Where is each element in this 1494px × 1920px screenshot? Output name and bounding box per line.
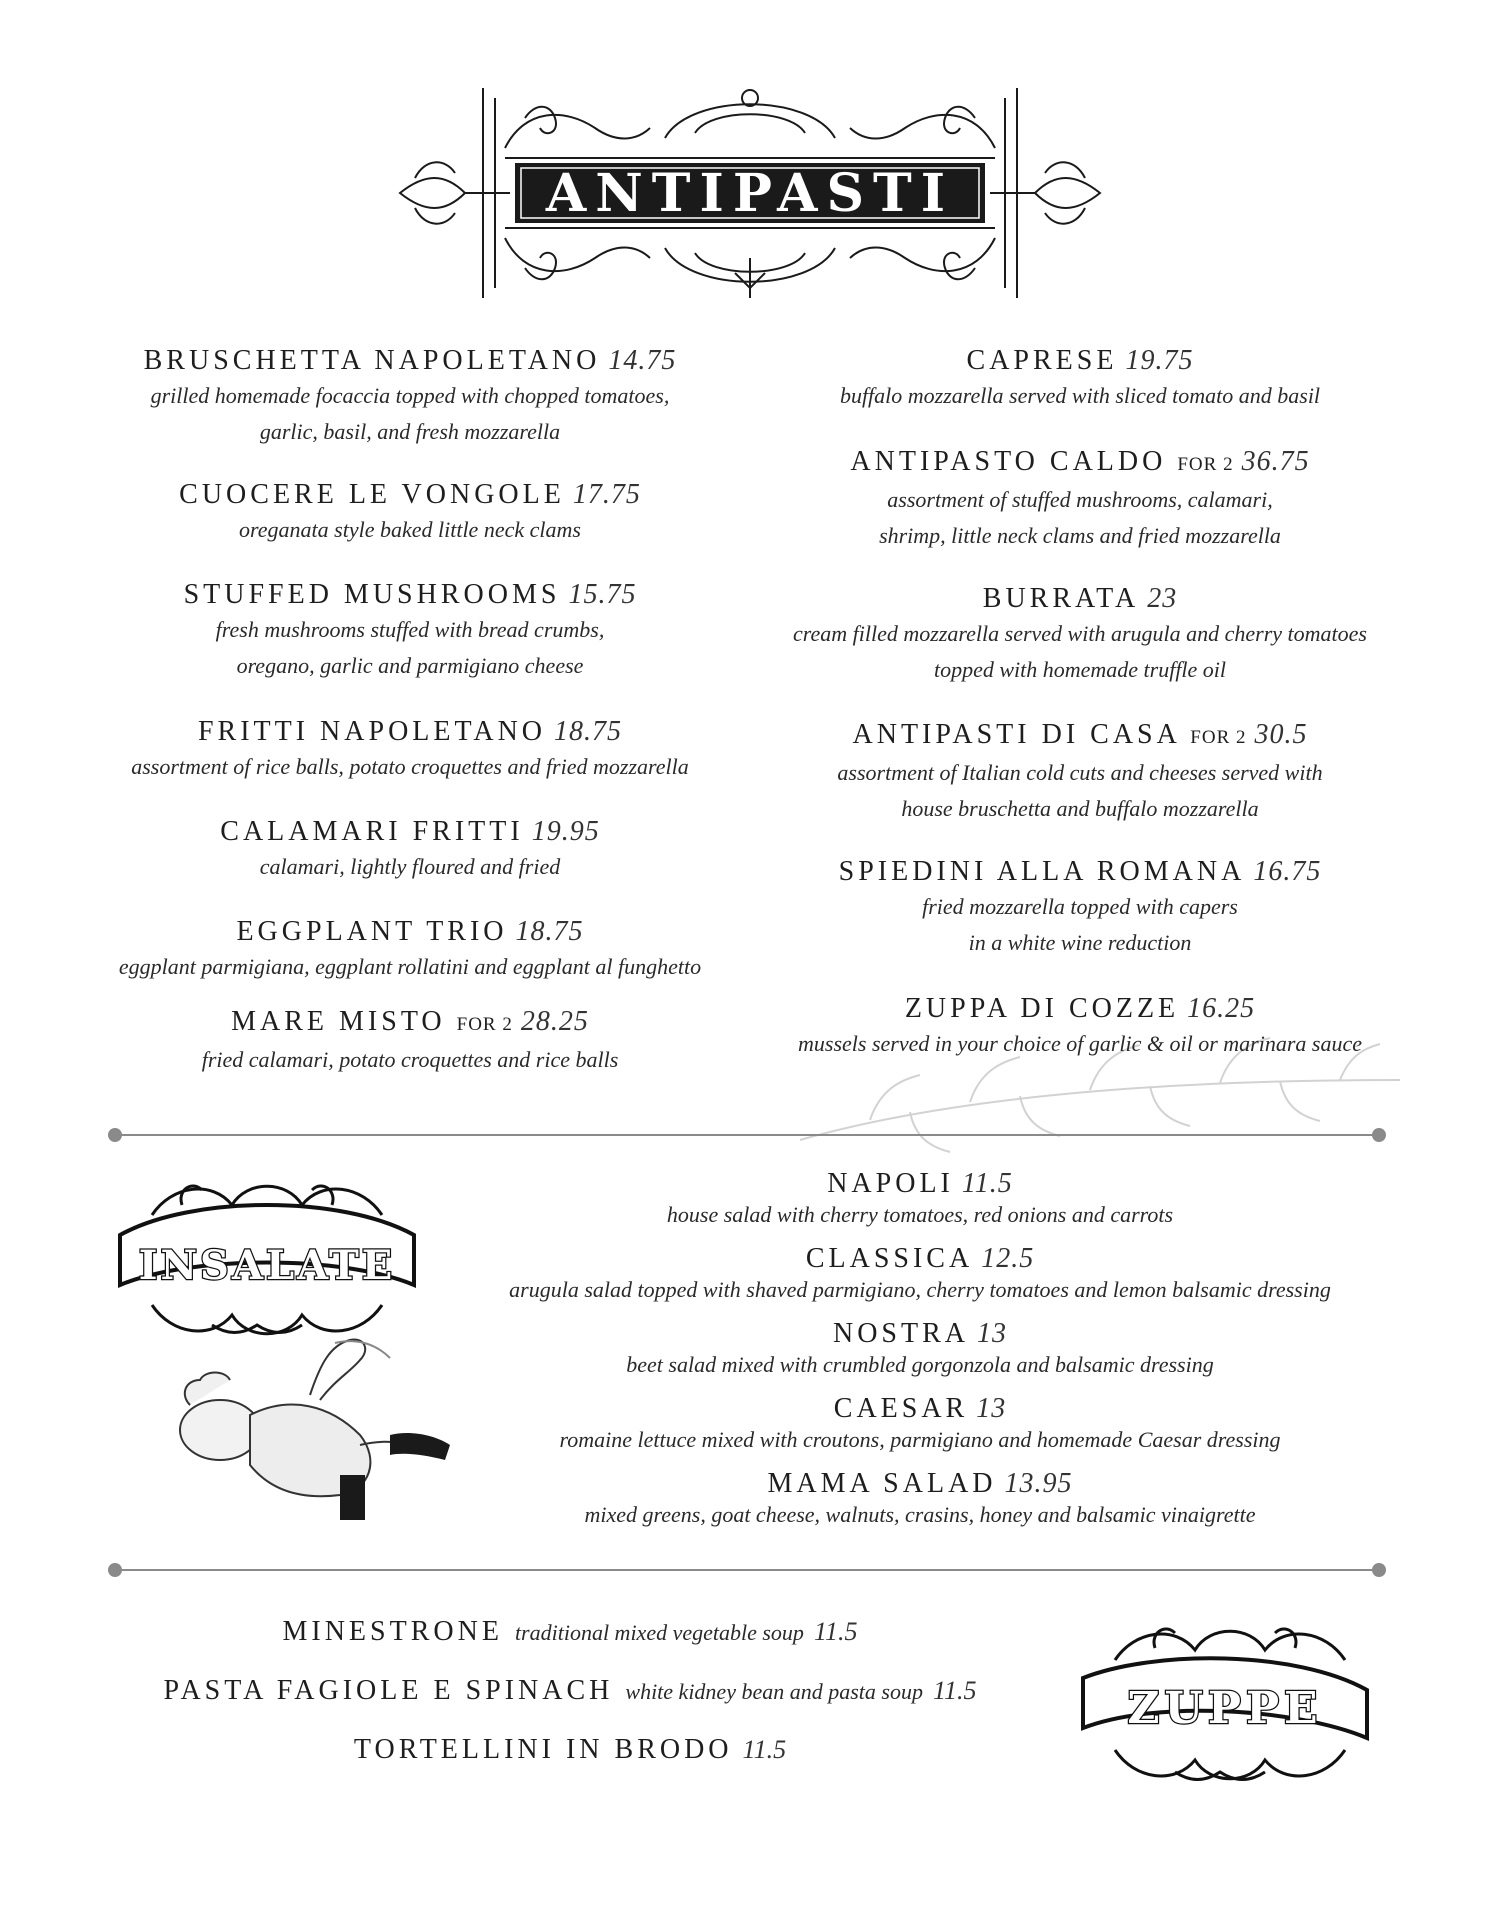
divider-dot bbox=[1372, 1563, 1386, 1577]
item-name: MINESTRONE bbox=[282, 1616, 503, 1647]
item-price: 36.75 bbox=[1241, 446, 1310, 477]
menu-item bbox=[110, 344, 710, 450]
antipasti-title: ANTIPASTI bbox=[545, 163, 955, 224]
for-two-label: FOR 2 bbox=[1190, 727, 1247, 748]
item-price: 23 bbox=[1147, 583, 1178, 614]
menu-item bbox=[760, 855, 1400, 961]
item-desc: house bruschetta and buffalo mozzarella bbox=[901, 796, 1259, 821]
item-desc: calamari, lightly floured and fried bbox=[259, 854, 561, 879]
item-name: MARE MISTO bbox=[231, 1006, 446, 1037]
insalate-emblem bbox=[112, 1175, 422, 1345]
item-desc: assortment of rice balls, potato croquettes and fried mozzarella bbox=[131, 754, 689, 779]
item-price: 12.5 bbox=[981, 1243, 1035, 1274]
salad-item bbox=[440, 1168, 1400, 1230]
item-price: 11.5 bbox=[742, 1735, 787, 1764]
item-name: CAPRESE bbox=[966, 345, 1118, 376]
item-name: EGGPLANT TRIO bbox=[236, 916, 508, 947]
menu-item bbox=[110, 715, 710, 785]
soup-item bbox=[110, 1734, 1030, 1766]
zuppe-title: ZUPPE bbox=[1127, 1683, 1323, 1734]
antipasti-banner bbox=[395, 78, 1105, 308]
menu-item bbox=[760, 992, 1400, 1062]
item-desc: white kidney bean and pasta soup bbox=[625, 1679, 923, 1704]
item-name: BRUSCHETTA NAPOLETANO bbox=[143, 345, 601, 376]
item-price: 19.75 bbox=[1125, 345, 1194, 376]
item-desc: mussels served in your choice of garlic & oil or marinara sauce bbox=[798, 1031, 1362, 1056]
item-desc: buffalo mozzarella served with sliced tomato and basil bbox=[839, 383, 1321, 408]
item-desc: assortment of stuffed mushrooms, calamari, bbox=[887, 487, 1273, 512]
section-divider bbox=[115, 1569, 1379, 1571]
item-desc: assortment of Italian cold cuts and cheeses served with bbox=[837, 760, 1323, 785]
menu-item bbox=[110, 815, 710, 885]
item-name: CAESAR bbox=[833, 1393, 969, 1424]
insalate-title: INSALATE bbox=[138, 1242, 396, 1289]
for-two-label: FOR 2 bbox=[1177, 454, 1234, 475]
item-desc: fried calamari, potato croquettes and rice balls bbox=[201, 1047, 619, 1072]
item-name: CUOCERE LE VONGOLE bbox=[179, 479, 565, 510]
item-price: 13.95 bbox=[1004, 1468, 1073, 1499]
salad-item bbox=[440, 1468, 1400, 1530]
item-desc: traditional mixed vegetable soup bbox=[514, 1620, 804, 1645]
ornamental-frame bbox=[395, 78, 1105, 308]
item-name: ANTIPASTI DI CASA bbox=[852, 719, 1180, 750]
menu-item bbox=[760, 445, 1400, 554]
item-desc: mixed greens, goat cheese, walnuts, crasins, honey and balsamic vinaigrette bbox=[584, 1502, 1256, 1527]
item-desc: romaine lettuce mixed with croutons, parmigiano and homemade Caesar dressing bbox=[559, 1427, 1281, 1452]
item-price: 28.25 bbox=[520, 1006, 589, 1037]
item-price: 16.75 bbox=[1253, 856, 1322, 887]
item-desc: beet salad mixed with crumbled gorgonzola and balsamic dressing bbox=[626, 1352, 1214, 1377]
item-desc: topped with homemade truffle oil bbox=[933, 657, 1227, 682]
item-desc: fried mozzarella topped with capers bbox=[922, 894, 1238, 919]
salad-item bbox=[440, 1243, 1400, 1305]
item-desc: house salad with cherry tomatoes, red onions and carrots bbox=[666, 1202, 1174, 1227]
item-name: PASTA FAGIOLE E SPINACH bbox=[163, 1675, 614, 1706]
item-desc: arugula salad topped with shaved parmigiano, cherry tomatoes and lemon balsamic dressing bbox=[509, 1277, 1331, 1302]
item-desc: fresh mushrooms stuffed with bread crumbs, bbox=[215, 617, 605, 642]
menu-item bbox=[110, 1005, 710, 1078]
item-name: ZUPPA DI COZZE bbox=[904, 993, 1180, 1024]
item-price: 18.75 bbox=[554, 716, 623, 747]
item-price: 11.5 bbox=[813, 1617, 858, 1646]
section-divider bbox=[115, 1134, 1379, 1136]
menu-item bbox=[760, 582, 1400, 688]
divider-dot bbox=[1372, 1128, 1386, 1142]
item-name: MAMA SALAD bbox=[767, 1468, 997, 1499]
item-name: STUFFED MUSHROOMS bbox=[183, 579, 561, 610]
item-name: NOSTRA bbox=[832, 1318, 969, 1349]
item-name: TORTELLINI IN BRODO bbox=[353, 1734, 733, 1765]
item-desc: grilled homemade focaccia topped with chopped tomatoes, bbox=[150, 383, 670, 408]
item-price: 18.75 bbox=[515, 916, 584, 947]
item-name: CLASSICA bbox=[805, 1243, 974, 1274]
item-desc: in a white wine reduction bbox=[968, 930, 1192, 955]
item-desc: eggplant parmigiana, eggplant rollatini and eggplant al funghetto bbox=[118, 954, 702, 979]
item-name: CALAMARI FRITTI bbox=[220, 816, 524, 847]
menu-item bbox=[760, 344, 1400, 414]
menu-item bbox=[110, 478, 710, 548]
item-name: ANTIPASTO CALDO bbox=[850, 446, 1167, 477]
item-price: 13 bbox=[976, 1393, 1007, 1424]
item-name: NAPOLI bbox=[827, 1168, 954, 1199]
item-price: 17.75 bbox=[572, 479, 641, 510]
item-price: 11.5 bbox=[932, 1676, 977, 1705]
salad-item bbox=[440, 1393, 1400, 1455]
for-two-label: FOR 2 bbox=[456, 1014, 513, 1035]
item-price: 19.95 bbox=[531, 816, 600, 847]
menu-item bbox=[110, 578, 710, 684]
item-desc: shrimp, little neck clams and fried mozzarella bbox=[879, 523, 1281, 548]
item-desc: cream filled mozzarella served with arugula and cherry tomatoes bbox=[793, 621, 1367, 646]
item-price: 16.25 bbox=[1187, 993, 1256, 1024]
item-name: FRITTI NAPOLETANO bbox=[197, 716, 547, 747]
soup-item bbox=[110, 1675, 1030, 1707]
item-price: 14.75 bbox=[608, 345, 677, 376]
item-price: 13 bbox=[977, 1318, 1007, 1349]
menu-item bbox=[760, 718, 1400, 827]
item-name: BURRATA bbox=[982, 583, 1140, 614]
item-desc: oreganata style baked little neck clams bbox=[239, 517, 581, 542]
item-desc: garlic, basil, and fresh mozzarella bbox=[259, 419, 561, 444]
item-desc: oregano, garlic and parmigiano cheese bbox=[236, 653, 584, 678]
menu-item bbox=[110, 915, 710, 985]
salad-item bbox=[440, 1318, 1400, 1380]
item-price: 15.75 bbox=[568, 579, 637, 610]
item-price: 11.5 bbox=[961, 1168, 1013, 1199]
zuppe-emblem bbox=[1075, 1620, 1375, 1790]
chef-illustration bbox=[160, 1335, 460, 1535]
item-name: SPIEDINI ALLA ROMANA bbox=[838, 856, 1246, 887]
item-price: 30.5 bbox=[1254, 719, 1308, 750]
soup-item bbox=[110, 1616, 1030, 1648]
